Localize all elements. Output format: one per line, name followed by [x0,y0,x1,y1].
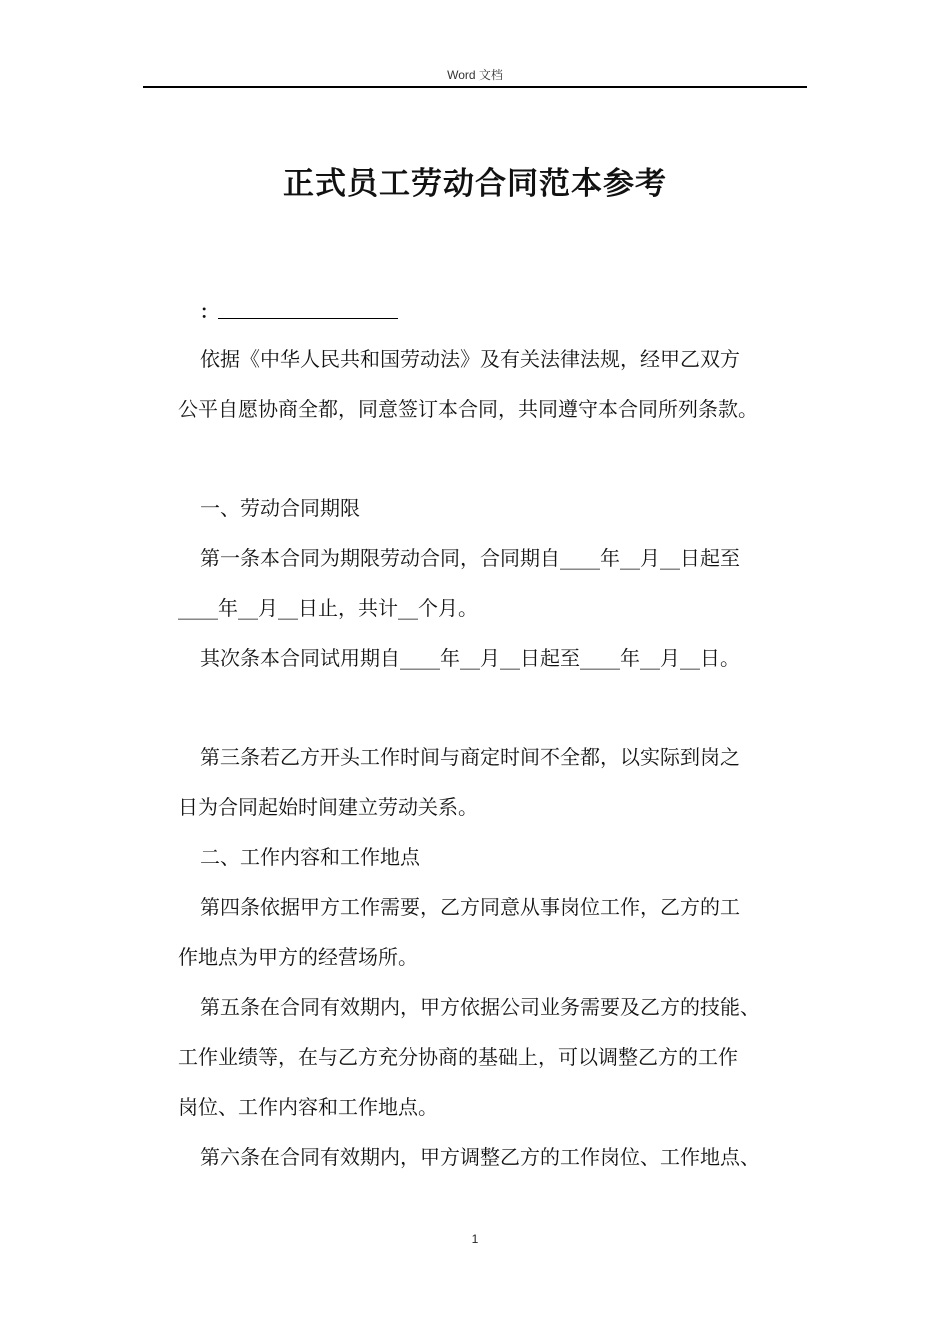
section-heading: 二、工作内容和工作地点 [200,845,420,869]
paragraph-line: 工作业绩等，在与乙方充分协商的基础上，可以调整乙方的工作 [178,1045,738,1069]
paragraph-line: ____年__月__日止，共计__个月。 [178,596,478,620]
paragraph-line: 第四条依据甲方工作需要，乙方同意从事岗位工作，乙方的工 [200,895,740,919]
document-header: Word 文档 [447,68,503,82]
signature-blank-line [218,318,398,319]
paragraph-line: 岗位、工作内容和工作地点。 [178,1095,438,1119]
paragraph-line: 公平自愿协商全都，同意签订本合同，共同遵守本合同所列条款。 [178,397,758,421]
paragraph-line: 第五条在合同有效期内，甲方依据公司业务需要及乙方的技能、 [200,995,760,1019]
paragraph-line: 日为合同起始时间建立劳动关系。 [178,795,478,819]
signature-label: ： [200,302,218,323]
document-title: 正式员工劳动合同范本参考 [283,166,667,202]
header-divider [143,86,807,88]
paragraph-line: 第六条在合同有效期内，甲方调整乙方的工作岗位、工作地点、 [200,1145,760,1169]
paragraph-line: 依据《中华人民共和国劳动法》及有关法律法规，经甲乙双方 [200,347,740,371]
page-number: 1 [471,1232,479,1246]
paragraph-line: 作地点为甲方的经营场所。 [178,945,418,969]
section-heading: 一、劳动合同期限 [200,496,360,520]
paragraph-line: 其次条本合同试用期自____年__月__日起至____年__月__日。 [200,646,740,670]
paragraph-line: 第三条若乙方开头工作时间与商定时间不全都，以实际到岗之 [200,745,740,769]
paragraph-line: 第一条本合同为期限劳动合同，合同期自____年__月__日起至 [200,546,740,570]
